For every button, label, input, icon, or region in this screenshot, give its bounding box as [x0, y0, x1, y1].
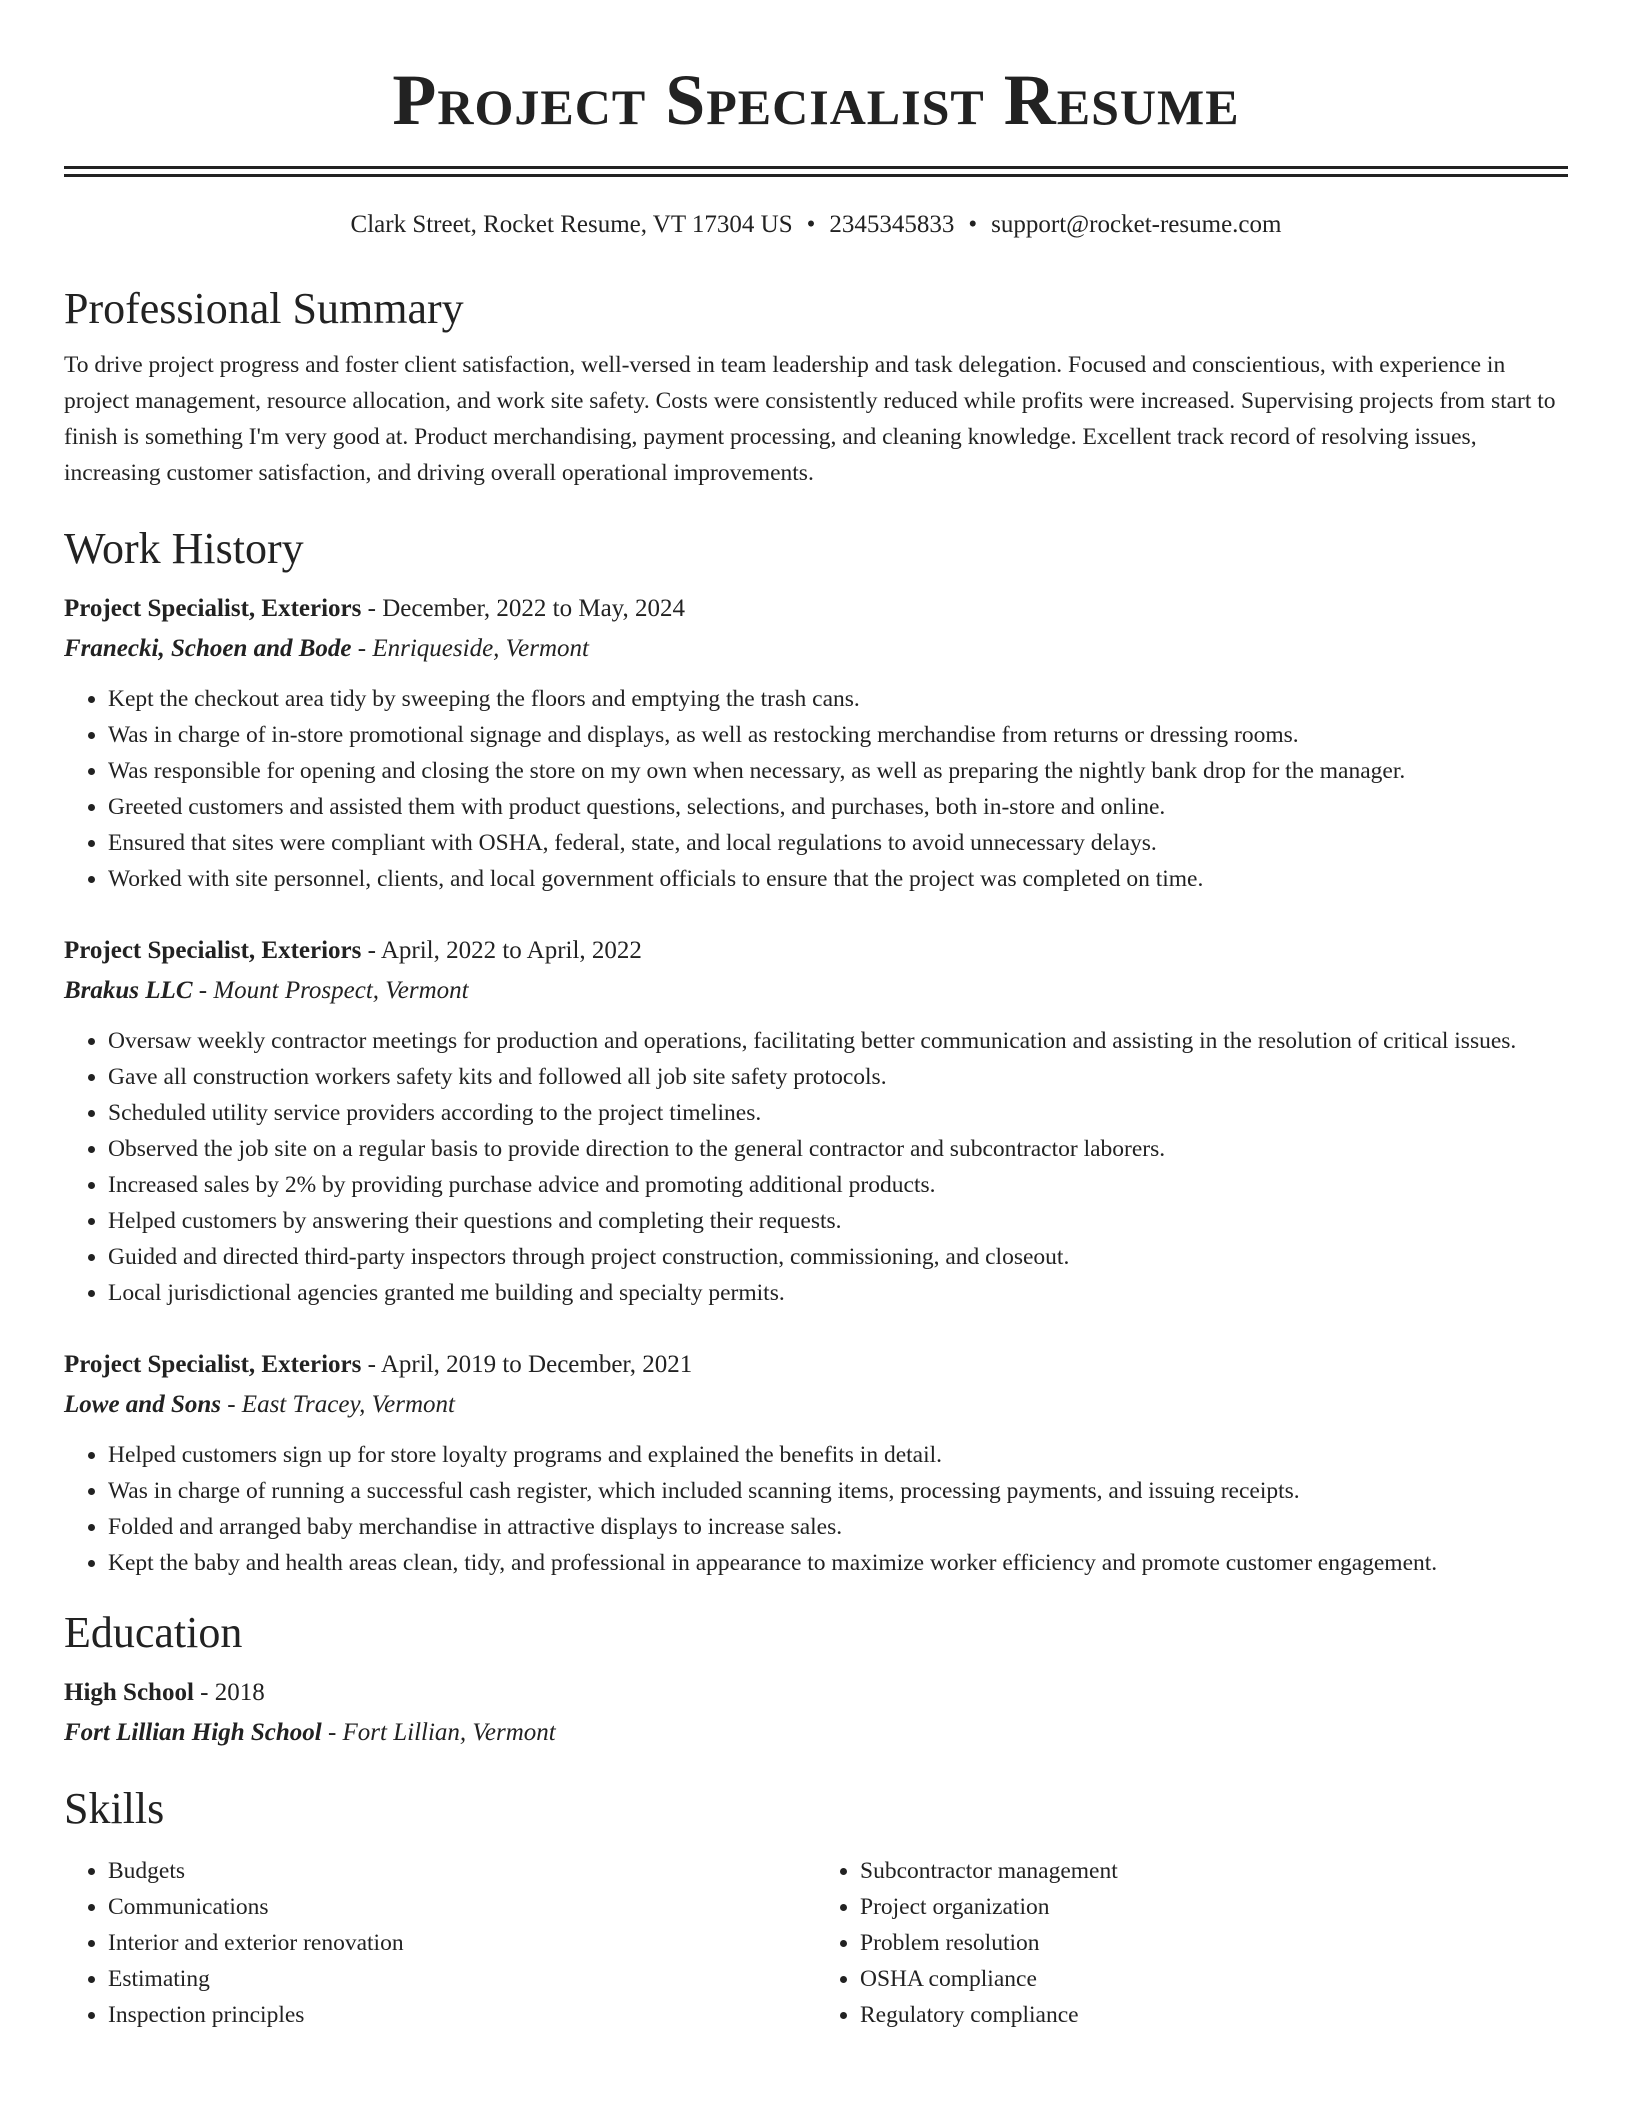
list-item: • Helped customers sign up for store loyalty programs and explained the benefits in detail.	[108, 1437, 1568, 1473]
job-dates: - December, 2022 to May, 2024	[361, 595, 686, 622]
skill-item: • Project organization	[860, 1889, 1568, 1925]
skill-item: • Interior and exterior renovation	[108, 1925, 816, 1961]
summary-heading: Professional Summary	[64, 284, 464, 333]
job-title: Project Specialist, Exteriors	[64, 595, 362, 622]
skill-item: • Problem resolution	[860, 1925, 1568, 1961]
summary-text: To drive project progress and foster client satisfaction, well-versed in team leadership and task delegation. Focused and conscientious, with experience in project management, resource allocation, and work site safety. Costs were consistently reduced while profits were increased. Supervising projects from start to finish is something I'm very good at. Product merchandising, payment processing, and cleaning knowledge. Excellent track record of resolving issues, increasing customer satisfaction, and driving overall operational improvements.	[64, 352, 1556, 486]
school-line	[64, 1715, 1568, 1751]
school-name: Fort Lillian High School	[64, 1719, 322, 1746]
skill-item: • Subcontractor management	[860, 1853, 1568, 1889]
job-title-line	[64, 591, 1568, 627]
degree-line	[64, 1675, 1568, 1711]
contact-phone: 2345345833	[829, 211, 955, 238]
list-item: • Was in charge of in-store promotional signage and displays, as well as restocking merchandise from returns or dressing rooms.	[108, 717, 1568, 753]
skills-heading: Skills	[64, 1784, 165, 1833]
contact-email: support@rocket-resume.com	[991, 211, 1282, 238]
title-double-rule	[64, 166, 1568, 177]
job-title-line	[64, 1347, 1568, 1383]
list-item: • Kept the baby and health areas clean, tidy, and professional in appearance to maximize worker efficiency and promote customer engagement.	[108, 1545, 1568, 1581]
contact-address: Clark Street, Rocket Resume, VT 17304 US	[350, 211, 793, 238]
list-item: • Oversaw weekly contractor meetings for production and operations, facilitating better communication and assisting in the resolution of critical issues.	[108, 1023, 1568, 1059]
list-item: • Worked with site personnel, clients, and local government officials to ensure that the project was completed on time.	[108, 861, 1568, 897]
education-heading: Education	[64, 1608, 243, 1657]
skill-item: • Budgets	[108, 1853, 816, 1889]
employer-line	[64, 631, 1568, 667]
school-location: - Fort Lillian, Vermont	[321, 1719, 556, 1746]
contact-separator: •	[806, 211, 816, 238]
graduation-year: - 2018	[193, 1679, 265, 1706]
list-item: • Ensured that sites were compliant with OSHA, federal, state, and local regulations to avoid unnecessary delays.	[108, 825, 1568, 861]
employer-line	[64, 1387, 1568, 1423]
employer-name: Franecki, Schoen and Bode	[64, 635, 352, 662]
list-item: • Was in charge of running a successful cash register, which included scanning items, processing payments, and issuing receipts.	[108, 1473, 1568, 1509]
list-item: • Was responsible for opening and closing the store on my own when necessary, as well as preparing the nightly bank drop for the manager.	[108, 753, 1568, 789]
skills-left-column	[64, 1853, 816, 2033]
employer-line	[64, 973, 1568, 1009]
job-title: Project Specialist, Exteriors	[64, 1351, 362, 1378]
employer-location: - Enriqueside, Vermont	[351, 635, 589, 662]
list-item: • Guided and directed third-party inspectors through project construction, commissioning, and closeout.	[108, 1239, 1568, 1275]
job-entry	[64, 933, 1568, 1311]
job-title: Project Specialist, Exteriors	[64, 937, 362, 964]
list-item: • Scheduled utility service providers according to the project timelines.	[108, 1095, 1568, 1131]
job-entry	[64, 1347, 1568, 1581]
job-bullets	[64, 1437, 1568, 1581]
job-title-line	[64, 933, 1568, 969]
job-dates: - April, 2022 to April, 2022	[361, 937, 642, 964]
employer-name: Lowe and Sons	[64, 1391, 221, 1418]
job-dates: - April, 2019 to December, 2021	[361, 1351, 693, 1378]
skill-item: • OSHA compliance	[860, 1961, 1568, 1997]
list-item: • Folded and arranged baby merchandise in attractive displays to increase sales.	[108, 1509, 1568, 1545]
list-item: • Helped customers by answering their questions and completing their requests.	[108, 1203, 1568, 1239]
employer-name: Brakus LLC	[64, 977, 193, 1004]
degree: High School	[64, 1679, 194, 1706]
list-item: • Greeted customers and assisted them with product questions, selections, and purchases, both in-store and online.	[108, 789, 1568, 825]
contact-line	[64, 209, 1568, 241]
list-item: • Kept the checkout area tidy by sweeping the floors and emptying the trash cans.	[108, 681, 1568, 717]
education-entry	[64, 1675, 1568, 1751]
skill-item: • Regulatory compliance	[860, 1997, 1568, 2033]
employer-location: - Mount Prospect, Vermont	[192, 977, 469, 1004]
job-bullets	[64, 1023, 1568, 1311]
skill-item: • Inspection principles	[108, 1997, 816, 2033]
work-history-heading: Work History	[64, 524, 304, 573]
contact-separator: •	[968, 211, 978, 238]
job-bullets	[64, 681, 1568, 897]
list-item: • Gave all construction workers safety kits and followed all job site safety protocols.	[108, 1059, 1568, 1095]
skills-columns	[64, 1853, 1568, 2033]
employer-location: - East Tracey, Vermont	[220, 1391, 455, 1418]
skill-item: • Estimating	[108, 1961, 816, 1997]
job-entry	[64, 591, 1568, 897]
resume-title: Project Specialist Resume	[392, 60, 1240, 140]
skill-item: • Communications	[108, 1889, 816, 1925]
skills-right-column	[816, 1853, 1568, 2033]
list-item: • Local jurisdictional agencies granted me building and specialty permits.	[108, 1275, 1568, 1311]
list-item: • Observed the job site on a regular basis to provide direction to the general contractor and subcontractor laborers.	[108, 1131, 1568, 1167]
list-item: • Increased sales by 2% by providing purchase advice and promoting additional products.	[108, 1167, 1568, 1203]
